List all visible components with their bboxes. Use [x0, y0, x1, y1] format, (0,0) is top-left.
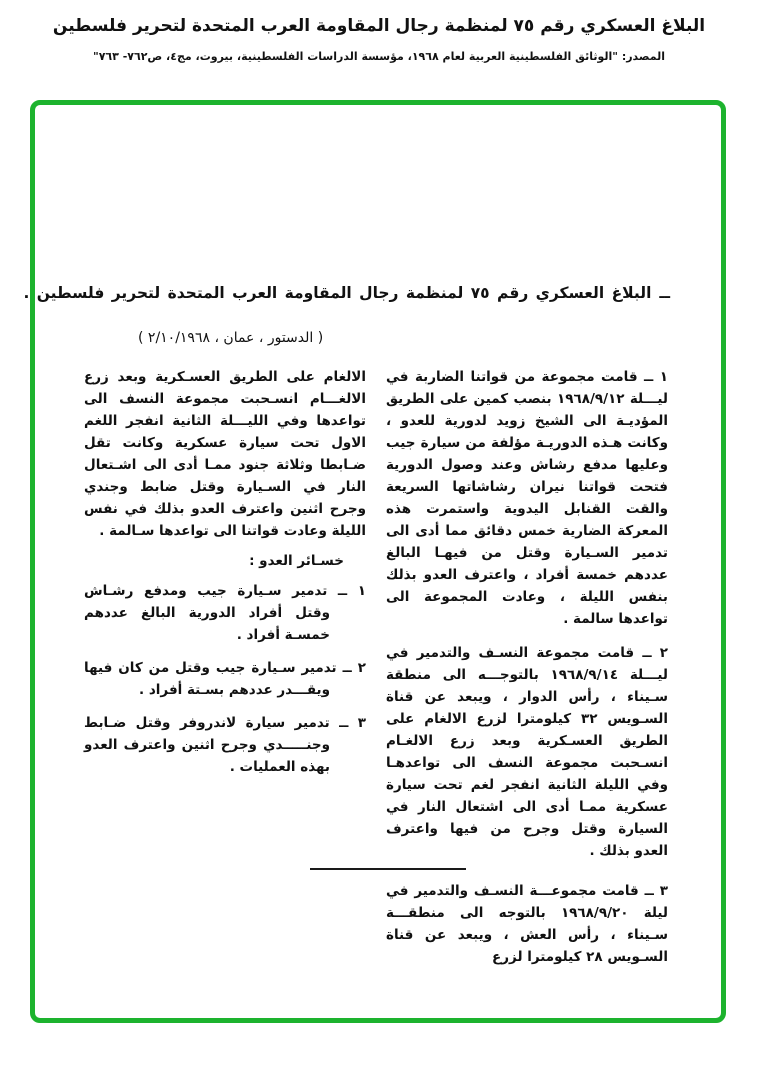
- loss-item-2: ٢ ــ تدمير سـيارة جيب وقتل من كان فيها ويقـــدر عددهم بسـتة أفراد .: [84, 660, 366, 698]
- loss-item-3: ٣ ــ تدمير سيارة لاندروفر وقتل ضـابط وجنـــــدي وجرح اثنين واعترف العدو بهذه العمليات .: [84, 715, 366, 775]
- paragraph-operation-3-start: ٣ ــ قامت مجموعـــة النسـف والتدمير في ليلة ١٩٦٨/٩/٢٠ بالتوجه الى منطقـــة سـيناء ، رأس العش ، ويبعد عن قناة السـويس ٢٨ كيلومترا لزرع: [386, 883, 668, 965]
- paragraph-operation-3-continuation: الالغام على الطريق العسـكرية وبعد زرع الالغـــام انسـحبت مجموعة النسف الى تواعدها وفي الليـــلة الثانية انفجر اللغم الاول تحت سيارة عسكرية وكانت تقل ضـابطا وثلاثة جنود ممـا أدى الى اشـتعال النار في السـيارة وقتل ضابط وجندي وجرح اثنين واعترف العدو بذلك في نفس الليلة وعادت قواتنا الى تواعدها سـالمة .: [84, 369, 366, 539]
- separator-rule: [310, 868, 466, 870]
- paragraph-operation-1: ١ ــ قامت مجموعة من قواتنا الضاربة في ليـــلة ١٩٦٨/٩/١٢ بنصب كمين على الطريق المؤديـة الى الشيخ زويد لدورية للعدو ، وكانت هـذه الدوريـة مؤلفة من سيارة جيب وعليها مدفع رشاش وعند وصول الدورية فتحت قواتنا نيران رشاشاتها السريعة والقت القنابل اليدوية واستمرت هذه المعركة الضارية خمس دقائق مما أدى الى تدمير السـيارة وقتل من فيهـا البالغ عددهم خمسة أفراد ، واعترف العدو بذلك بنفس الليلة ، وعادت المجموعة الى تواعدها سالمة .: [386, 369, 668, 627]
- header-source-citation: المصدر: "الوثائق الفلسطينية العربية لعام ١٩٦٨، مؤسسة الدراسات الفلسطينية، بيروت، مج٤، ص٧٦٢- ٧٦٣": [92, 50, 666, 63]
- header-title: البلاغ العسكري رقم ٧٥ لمنظمة رجال المقاومة العرب المتحدة لتحرير فلسطين: [52, 16, 706, 36]
- communique-title: البلاغ العسكري رقم ٧٥ لمنظمة رجال المقاومة العرب المتحدة لتحرير فلسطين .: [23, 284, 652, 302]
- column-left: [84, 366, 366, 789]
- communique-title-line: [23, 284, 670, 302]
- column-right: [386, 366, 668, 968]
- dateline: ( الدستور ، عمان ، ٢/١٠/١٩٦٨ ): [138, 330, 324, 346]
- title-dash-marker: ــ: [659, 284, 670, 302]
- paragraph-operation-2: ٢ ــ قامت مجموعة النسـف والتدمير في ليـــلة ١٩٦٨/٩/١٤ بالتوجـــه الى منطقة سـيناء ، رأس الدوار ، ويبعد عن قناة السـويس ٣٢ كيلومترا لزرع الالغام على الطريق العسـكرية وبعد زرع الالغـام انسـحبت مجموعة النسف الى تواعدهـا وفي الليلة الثانية انفجر لغم تحت سيارة عسكرية ممـا أدى الى اشتعال النار في السيارة وقتل وجرح من فيها واعترف العدو بذلك .: [386, 645, 668, 859]
- enemy-losses-heading: خسـائر العدو :: [249, 553, 344, 569]
- loss-item-1: ١ ــ تدمير سـيارة جيب ومدفع رشـاش وقتل أفراد الدورية البالغ عددهم خمسـة أفراد .: [84, 583, 366, 643]
